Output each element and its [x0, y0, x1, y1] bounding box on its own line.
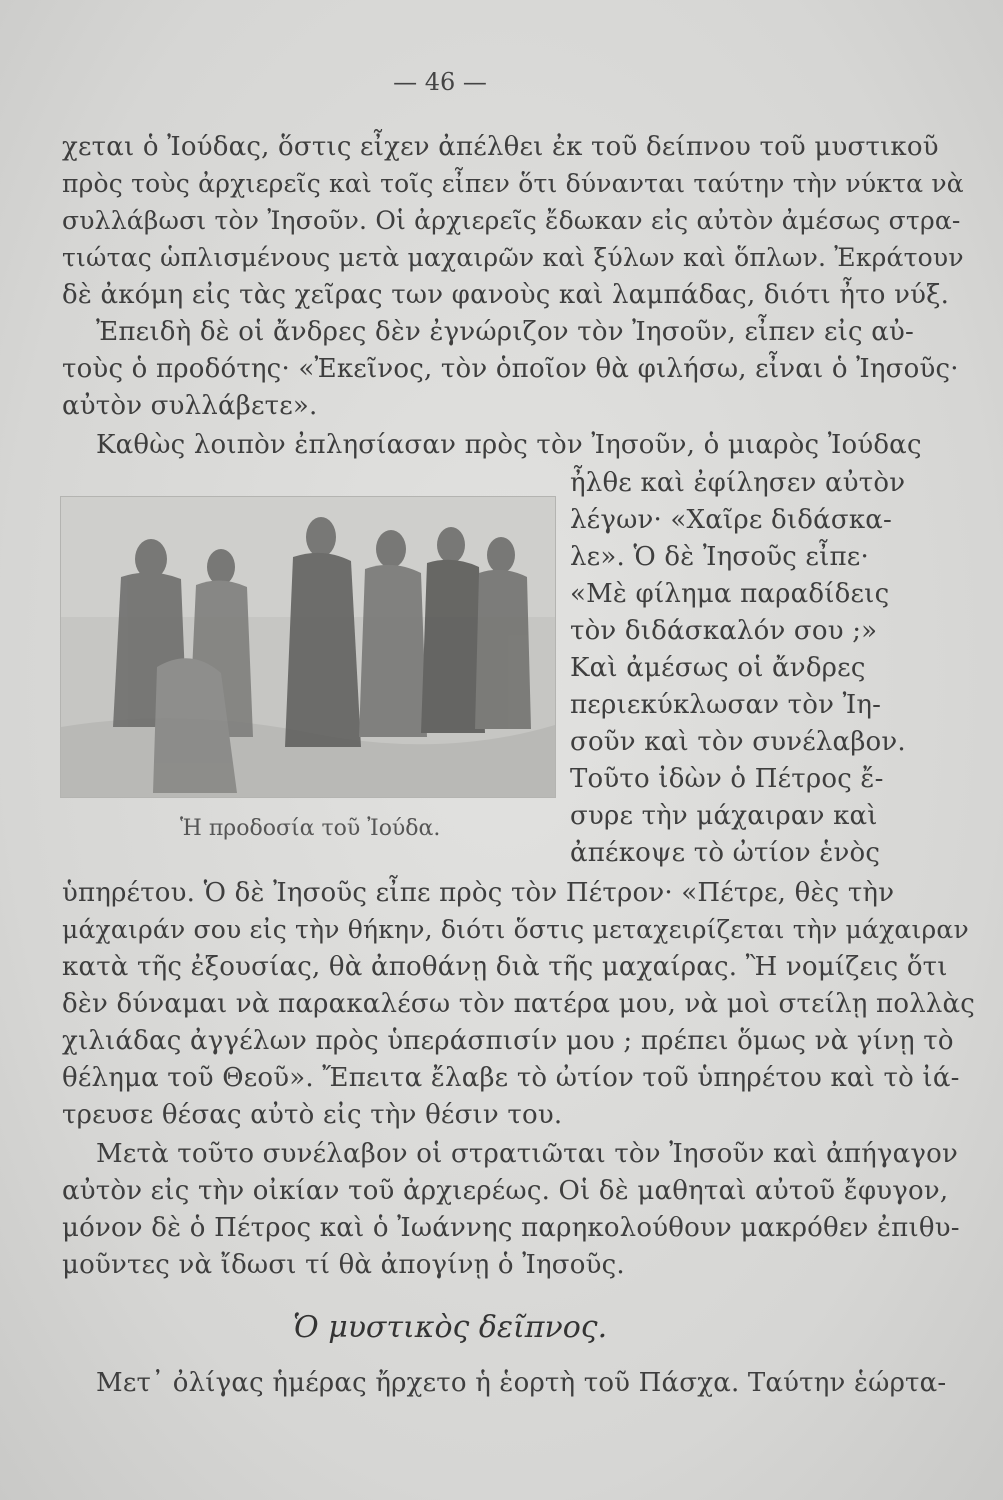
- illustration-caption: Ἡ προδοσία τοῦ Ἰούδα.: [180, 816, 441, 841]
- text-line: Μετ᾽ ὀλίγας ἡμέρας ἤρχετο ἡ ἑορτὴ τοῦ Πάσχα. Ταύτην ἑώρτα-: [96, 1368, 947, 1398]
- text-line: Ἐπειδὴ δὲ οἱ ἄνδρες δὲν ἐγνώριζον τὸν Ἰησοῦν, εἶπεν εἰς αὐ-: [96, 317, 914, 347]
- illustration-figures: [61, 497, 555, 797]
- text-line: κατὰ τῆς ἐξουσίας, θὰ ἀποθάνῃ διὰ τῆς μαχαίρας. Ἢ νομίζεις ὅτι: [62, 952, 948, 982]
- text-line: περιεκύκλωσαν τὸν Ἰη-: [570, 690, 882, 720]
- text-line: δὲ ἀκόμη εἰς τὰς χεῖρας των φανοὺς καὶ λαμπάδας, διότι ἦτο νύξ.: [62, 280, 950, 310]
- text-line: χεται ὁ Ἰούδας, ὅστις εἶχεν ἀπέλθει ἐκ τοῦ δείπνου τοῦ μυστικοῦ: [62, 132, 939, 162]
- text-line: «Μὲ φίλημα παραδίδεις: [570, 579, 890, 609]
- text-line: τιώτας ὡπλισμένους μετὰ μαχαιρῶν καὶ ξύλων καὶ ὅπλων. Ἐκράτουν: [62, 243, 964, 272]
- text-line: σοῦν καὶ τὸν συνέλαβον.: [570, 727, 906, 757]
- section-heading: Ὁ μυστικὸς δεῖπνος.: [292, 1310, 608, 1345]
- text-line: χιλιάδας ἀγγέλων πρὸς ὑπεράσπισίν μου ; πρέπει ὅμως νὰ γίνῃ τὸ: [62, 1026, 954, 1056]
- text-line: μοῦντες νὰ ἴδωσι τί θὰ ἀπογίνῃ ὁ Ἰησοῦς.: [62, 1250, 625, 1280]
- text-line: τὸν διδάσκαλόν σου ;»: [570, 616, 878, 646]
- text-line: Μετὰ τοῦτο συνέλαβον οἱ στρατιῶται τὸν Ἰησοῦν καὶ ἀπήγαγον: [96, 1139, 959, 1169]
- betrayal-illustration: [60, 496, 556, 798]
- text-line: Καὶ ἀμέσως οἱ ἄνδρες: [570, 653, 866, 683]
- text-line: θέλημα τοῦ Θεοῦ». Ἔπειτα ἔλαβε τὸ ὠτίον τοῦ ὑπηρέτου καὶ τὸ ἰά-: [62, 1063, 960, 1093]
- text-line: τοὺς ὁ προδότης· «Ἐκεῖνος, τὸν ὁποῖον θὰ φιλήσω, εἶναι ὁ Ἰησοῦς·: [62, 354, 959, 384]
- text-line: τρευσε θέσας αὐτὸ εἰς τὴν θέσιν του.: [62, 1100, 563, 1130]
- text-line: μάχαιράν σου εἰς τὴν θήκην, διότι ὅστις μεταχειρίζεται τὴν μάχαιραν: [62, 915, 969, 944]
- text-line: λε». Ὁ δὲ Ἰησοῦς εἶπε·: [570, 542, 869, 572]
- text-line: συλλάβωσι τὸν Ἰησοῦν. Οἱ ἀρχιερεῖς ἔδωκαν εἰς αὐτὸν ἀμέσως στρα-: [62, 206, 961, 235]
- text-line: δὲν δύναμαι νὰ παρακαλέσω τὸν πατέρα μου, νὰ μοὶ στείλῃ πολλὰς: [62, 989, 976, 1019]
- text-line: μόνον δὲ ὁ Πέτρος καὶ ὁ Ἰωάννης παρηκολούθουν μακρόθεν ἐπιθυ-: [62, 1213, 960, 1243]
- text-line: ἀπέκοψε τὸ ὠτίον ἑνὸς: [570, 838, 881, 868]
- text-line: ὑπηρέτου. Ὁ δὲ Ἰησοῦς εἶπε πρὸς τὸν Πέτρον· «Πέτρε, θὲς τὴν: [62, 878, 895, 908]
- text-line: Τοῦτο ἰδὼν ὁ Πέτρος ἔ-: [570, 764, 884, 794]
- text-line: αὐτὸν συλλάβετε».: [62, 391, 318, 421]
- page-number: — 46 —: [393, 68, 487, 96]
- text-line: συρε τὴν μάχαιραν καὶ: [570, 801, 878, 831]
- text-line: ἦλθε καὶ ἐφίλησεν αὐτὸν: [570, 468, 906, 498]
- text-line: Καθὼς λοιπὸν ἐπλησίασαν πρὸς τὸν Ἰησοῦν, ὁ μιαρὸς Ἰούδας: [96, 430, 922, 460]
- text-line: αὐτὸν εἰς τὴν οἰκίαν τοῦ ἀρχιερέως. Οἱ δὲ μαθηταὶ αὐτοῦ ἔφυγον,: [62, 1176, 949, 1206]
- text-line: λέγων· «Χαῖρε διδάσκα-: [570, 505, 893, 535]
- text-line: πρὸς τοὺς ἀρχιερεῖς καὶ τοῖς εἶπεν ὅτι δύνανται ταύτην τὴν νύκτα νὰ: [62, 169, 964, 198]
